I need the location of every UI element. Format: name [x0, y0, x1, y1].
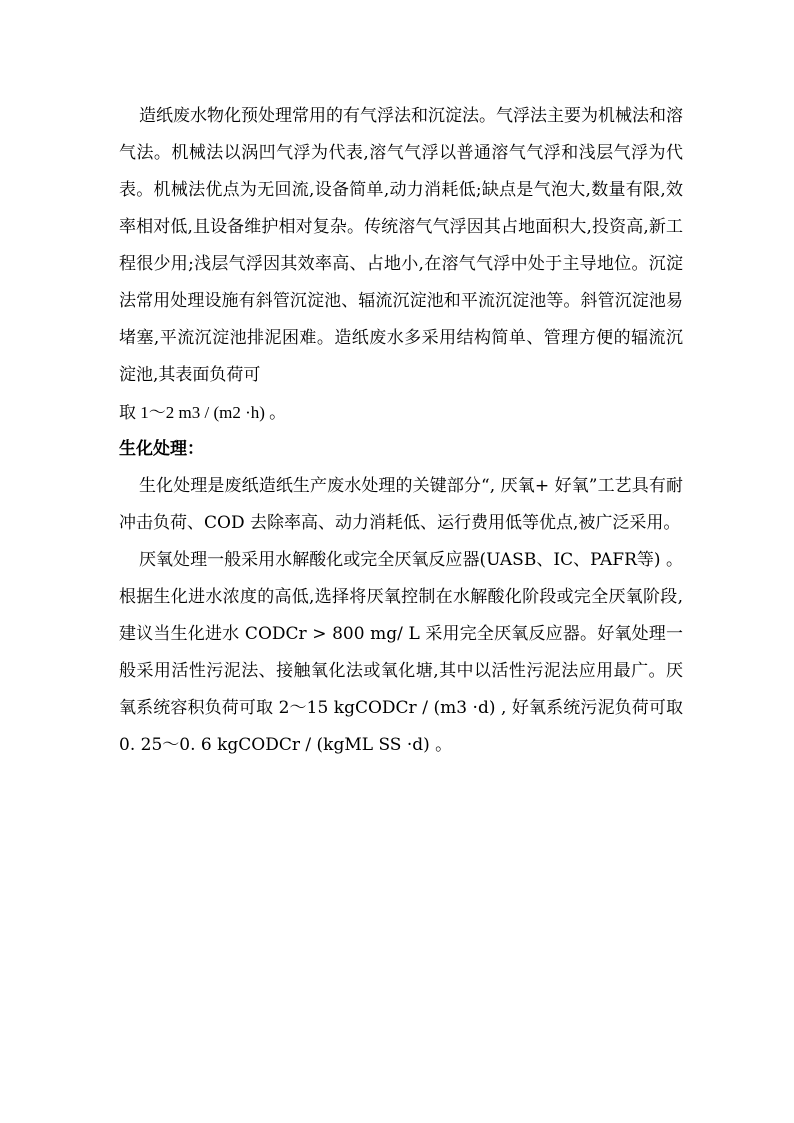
section-heading-biochemical: 生化处理： — [119, 439, 204, 459]
paragraph-anaerobic-aerobic: 厌氧处理一般采用水解酸化或完全厌氧反应器(UASB、IC、PAFR等) 。根据生化进水浓度的高低,选择将厌氧控制在水解酸化阶段或完全厌氧阶段,建议当生化进水 CODCr > 800 mg/ L 采用完全厌氧反应器。好氧处理一般采用活性污泥法、接触氧化法或氧化塘,其中以活性污泥法应用最广。厌氧系统容积负荷可取 2～15 kgCODCr / (m3 ·d) , 好氧系统污泥负荷可取 0. 25～0. 6 kgCODCr / (kgML SS ·d) 。 — [119, 550, 683, 755]
paragraph-biochemical-intro: 生化处理是废纸造纸生产废水处理的关键部分“, 厌氧+ 好氧”工艺具有耐冲击负荷、COD 去除率高、动力消耗低、运行费用低等优点,被广泛采用。 — [119, 476, 683, 533]
paragraph-surface-load: 取 1～2 m3 / (m2 ·h) 。 — [119, 403, 287, 422]
paragraph-pretreatment: 造纸废水物化预处理常用的有气浮法和沉淀法。气浮法主要为机械法和溶气法。机械法以涡凹气浮为代表,溶气气浮以普通溶气气浮和浅层气浮为代表。机械法优点为无回流,设备简单,动力消耗低;缺点是气泡大,数量有限,效率相对低,且设备维护相对复杂。传统溶气气浮因其占地面积大,投资高,新工程很少用;浅层气浮因其效率高、占地小,在溶气气浮中处于主导地位。沉淀法常用处理设施有斜管沉淀池、辐流沉淀池和平流沉淀池等。斜管沉淀池易堵塞,平流沉淀池排泥困难。造纸废水多采用结构简单、管理方便的辐流沉淀池,其表面负荷可 — [119, 106, 683, 385]
document-body — [119, 98, 683, 764]
